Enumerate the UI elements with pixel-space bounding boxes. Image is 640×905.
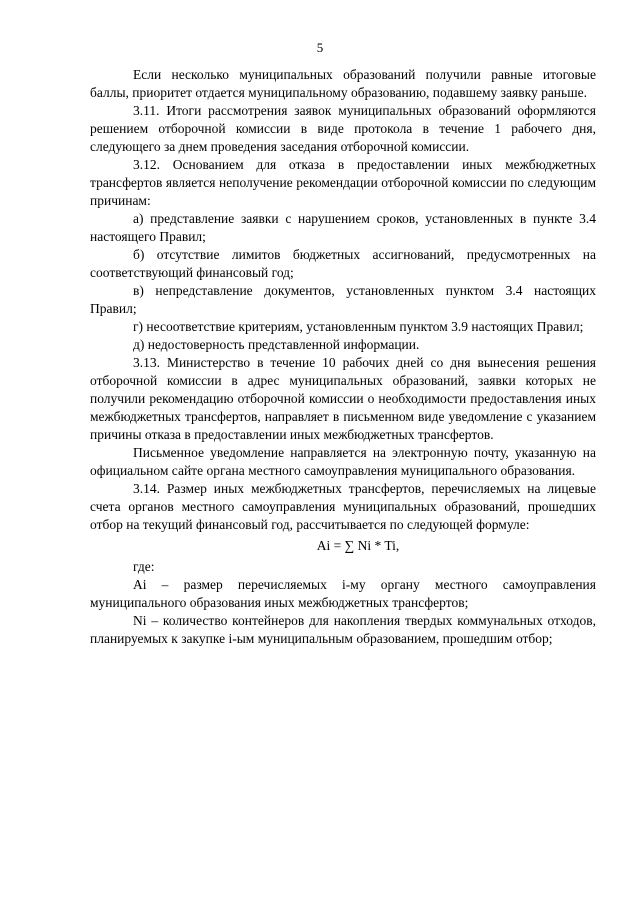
definition-ni: Ni – количество контейнеров для накопления твердых коммунальных отходов, планируемых к закупке i-ым муниципальным образованием, прошедшим отбор; (90, 613, 596, 646)
list-item-g: г) несоответствие критериям, установленным пунктом 3.9 настоящих Правил; (133, 319, 584, 334)
list-item-d: д) недостоверность представленной информации. (133, 337, 420, 352)
page-number: 5 (316, 40, 324, 55)
paragraph-equal-scores: Если несколько муниципальных образований получили равные итоговые баллы, приоритет отдается муниципальному образованию, подавшему заявку раньше. (90, 67, 596, 100)
document-body (90, 66, 596, 648)
list-item-v: в) непредставление документов, установленных пунктом 3.4 настоящих Правил; (90, 283, 596, 316)
definition-ai: Ai – размер перечисляемых i-му органу местного самоуправления муниципального образования иных межбюджетных трансфертов; (90, 577, 596, 610)
paragraph-3-11: 3.11. Итоги рассмотрения заявок муниципальных образований оформляются решением отборочной комиссии в виде протокола в течение 1 рабочего дня, следующего за днем проведения заседания отборочной комиссии. (90, 103, 596, 154)
paragraph-3-12: 3.12. Основанием для отказа в предоставлении иных межбюджетных трансфертов является неполучение рекомендации отборочной комиссии по следующим причинам: (90, 157, 596, 208)
paragraph-3-13: 3.13. Министерство в течение 10 рабочих дней со дня вынесения решения отборочной комиссии в адрес муниципальных образований, заявки которых не получили рекомендацию отборочной комиссии о необходимости предоставления иных межбюджетных трансфертов, направляет в письменном виде уведомление с указанием причины отказа в предоставлении иных межбюджетных трансфертов. (90, 355, 596, 442)
paragraph-written-notice: Письменное уведомление направляется на электронную почту, указанную на официальном сайте органа местного самоуправления муниципального образования. (90, 445, 596, 478)
list-item-b: б) отсутствие лимитов бюджетных ассигнований, предусмотренных на соответствующий финансовый год; (90, 247, 596, 280)
formula: Ai = ∑ Ni * Ti, (316, 538, 400, 553)
formula-where: где: (133, 559, 155, 574)
paragraph-3-14: 3.14. Размер иных межбюджетных трансфертов, перечисляемых на лицевые счета органов местного самоуправления муниципальных образований, прошедших отбор на текущий финансовый год, рассчитывается по следующей формуле: (90, 481, 596, 532)
list-item-a: а) представление заявки с нарушением сроков, установленных в пункте 3.4 настоящего Правил; (90, 211, 596, 244)
